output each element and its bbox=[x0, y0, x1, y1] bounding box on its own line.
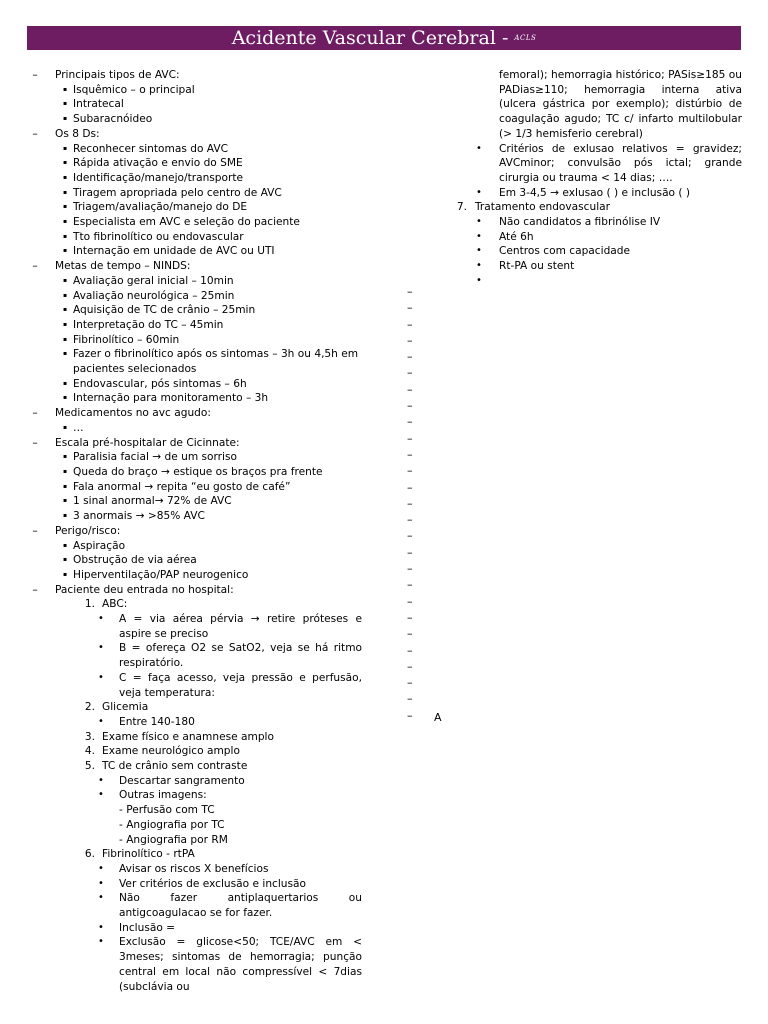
list-item-text: - Angiografia por RM bbox=[119, 833, 228, 846]
empty-dash-item: – bbox=[407, 399, 413, 413]
list-item-text: TC de crânio sem contraste bbox=[102, 760, 248, 773]
list-item-text: Critérios de exlusao relativos = gravidez; AVCminor; convulsão pós ictal; grande cirurgia ou trauma < 14 dias; …. bbox=[499, 142, 742, 184]
list-item bbox=[27, 68, 362, 83]
list-item bbox=[27, 156, 362, 171]
list-item bbox=[407, 230, 742, 245]
list-item-text: Perigo/risco: bbox=[55, 524, 121, 537]
list-item-text: Descartar sangramento bbox=[119, 774, 245, 787]
list-item bbox=[27, 391, 362, 406]
bullet-marker: ▪ bbox=[62, 541, 68, 549]
bullet-marker: – bbox=[32, 69, 38, 81]
list-item-text: Fibrinolítico – 60min bbox=[73, 333, 180, 346]
list-item-text: Aspiração bbox=[73, 539, 126, 552]
list-item-text: Hiperventilação/PAP neurogenico bbox=[73, 568, 249, 581]
bullet-marker: ▪ bbox=[62, 100, 68, 108]
list-item-text: Medicamentos no avc agudo: bbox=[55, 407, 211, 420]
list-item-text: Endovascular, pós sintomas – 6h bbox=[73, 377, 247, 390]
list-item-text: 3 anormais → >85% AVC bbox=[73, 510, 205, 523]
empty-dash-item: – bbox=[407, 578, 413, 592]
empty-dash-item: – bbox=[407, 529, 413, 543]
empty-dash-item: – bbox=[407, 301, 413, 315]
bullet-marker: ▪ bbox=[62, 291, 68, 299]
bullet-marker: ▪ bbox=[62, 85, 68, 93]
bullet-marker: • bbox=[476, 260, 482, 272]
list-item bbox=[27, 818, 362, 833]
list-item bbox=[407, 186, 742, 201]
empty-dash-item: – bbox=[407, 676, 413, 690]
empty-dash-item: – bbox=[407, 366, 413, 380]
list-item-text: Internação em unidade de AVC ou UTI bbox=[73, 245, 275, 258]
list-item bbox=[407, 215, 742, 230]
list-item-text: Centros com capacidade bbox=[499, 245, 631, 258]
list-item bbox=[407, 200, 742, 215]
list-item-text: B = ofereça O2 se SatO2, veja se há ritmo respiratório. bbox=[119, 642, 362, 670]
empty-dash-item: – bbox=[407, 464, 413, 478]
list-item bbox=[27, 833, 362, 848]
list-item-text: Até 6h bbox=[499, 230, 534, 243]
bullet-marker: 3. bbox=[84, 730, 95, 743]
bullet-marker: • bbox=[98, 892, 104, 904]
list-item-text: femoral); hemorragia histórico; PASis≥185 ou PADias≥110; hemorragia interna ativa (ulcera gástrica por exemplo); distúrbio de coagulação agudo; TC c/ infarto multilobular (> 1/3 hemisferio cerebral) bbox=[499, 69, 742, 140]
list-item bbox=[27, 862, 362, 877]
list-item-text: Queda do braço → estique os braços pra frente bbox=[73, 465, 323, 478]
bullet-marker: • bbox=[98, 789, 104, 801]
list-item-text: Tiragem apropriada pelo centro de AVC bbox=[73, 186, 282, 199]
list-item bbox=[27, 318, 362, 333]
list-item-text: Outras imagens: bbox=[119, 789, 207, 802]
list-item bbox=[27, 274, 362, 289]
bullet-marker: • bbox=[98, 936, 104, 948]
list-item-text: Entre 140-180 bbox=[119, 715, 195, 728]
list-item-text: Em 3-4,5 → exlusao ( ) e inclusão ( ) bbox=[499, 186, 691, 199]
list-item-text: Exclusão = glicose<50; TCE/AVC em < 3meses; sintomas de hemorragia; punção central em local não compressível < 7dias (subclávia ou bbox=[119, 936, 362, 993]
empty-dash-item: – bbox=[407, 317, 413, 331]
list-item-text: Avaliação geral inicial – 10min bbox=[73, 274, 234, 287]
list-item-text: Identificação/manejo/transporte bbox=[73, 171, 244, 184]
list-item-text: Tratamento endovascular bbox=[475, 201, 611, 214]
list-item bbox=[27, 803, 362, 818]
bullet-marker: ▪ bbox=[62, 203, 68, 211]
bullet-marker: • bbox=[476, 142, 482, 154]
bullet-marker: ▪ bbox=[62, 232, 68, 240]
list-item bbox=[27, 347, 362, 376]
bullet-marker: • bbox=[98, 715, 104, 727]
bullet-marker: ▪ bbox=[62, 482, 68, 490]
bullet-marker: ▪ bbox=[62, 379, 68, 387]
empty-dash-item: – bbox=[407, 513, 413, 527]
list-item-text: Avisar os riscos X benefícios bbox=[119, 862, 269, 875]
list-item-text: Interpretação do TC – 45min bbox=[73, 318, 224, 331]
list-item-text: C = faça acesso, veja pressão e perfusão, veja temperatura: bbox=[119, 671, 362, 699]
list-item bbox=[27, 436, 362, 451]
empty-dash-item: – bbox=[407, 562, 413, 576]
list-item bbox=[27, 303, 362, 318]
list-item-text: Escala pré-hospitalar de Cicinnate: bbox=[55, 436, 240, 449]
list-item-text: Reconhecer sintomas do AVC bbox=[73, 142, 229, 155]
bullet-marker: ▪ bbox=[62, 320, 68, 328]
list-item-text: Intratecal bbox=[73, 98, 124, 111]
bullet-marker: ▪ bbox=[62, 350, 68, 358]
list-item bbox=[27, 509, 362, 524]
list-item-text: Não fazer antiplaquertarios ou antigcoagulacao se for fazer. bbox=[119, 892, 362, 920]
bullet-marker: – bbox=[32, 524, 38, 537]
list-item-text: Aquisição de TC de crânio – 25min bbox=[73, 304, 256, 317]
list-item-text: Rápida ativação e envio do SME bbox=[73, 157, 243, 170]
bullet-marker: ▪ bbox=[62, 159, 68, 167]
list-item-text: Exame neurológico amplo bbox=[102, 745, 240, 758]
list-item-text: - Perfusão com TC bbox=[119, 804, 215, 817]
list-item bbox=[27, 494, 362, 509]
list-item bbox=[407, 244, 742, 259]
left-column-notes bbox=[27, 68, 362, 994]
empty-dash-item: – bbox=[407, 333, 413, 347]
bullet-marker: – bbox=[32, 407, 38, 420]
bullet-marker: ▪ bbox=[62, 423, 68, 431]
list-item-text: Paciente deu entrada no hospital: bbox=[55, 583, 234, 596]
list-item bbox=[27, 788, 362, 803]
list-item bbox=[27, 83, 362, 98]
list-item bbox=[27, 583, 362, 598]
list-item bbox=[27, 186, 362, 201]
empty-dash-item: – bbox=[407, 627, 413, 641]
list-item bbox=[407, 68, 742, 142]
list-item-text: Principais tipos de AVC: bbox=[55, 69, 180, 81]
list-item bbox=[27, 877, 362, 892]
bullet-marker: ▪ bbox=[62, 453, 68, 461]
list-item bbox=[27, 142, 362, 157]
list-item-text: … bbox=[73, 421, 84, 434]
list-item-text: Inclusão = bbox=[119, 921, 176, 934]
empty-dash-item: – bbox=[407, 659, 413, 673]
bullet-marker: ▪ bbox=[62, 512, 68, 520]
bullet-marker: ▪ bbox=[62, 173, 68, 181]
list-item bbox=[407, 259, 742, 274]
bullet-marker: • bbox=[476, 186, 482, 198]
empty-dash-item: – bbox=[407, 382, 413, 396]
list-item-text: Paralisia facial → de um sorriso bbox=[73, 451, 237, 464]
bullet-marker: • bbox=[98, 862, 104, 874]
bullet-marker: • bbox=[476, 230, 482, 242]
bullet-marker: ▪ bbox=[62, 218, 68, 226]
list-item-text: - Angiografia por TC bbox=[119, 818, 225, 831]
empty-dash-item: – bbox=[407, 708, 413, 722]
empty-dash-item: – bbox=[407, 350, 413, 364]
bullet-marker: • bbox=[476, 245, 482, 257]
list-item bbox=[27, 921, 362, 936]
bullet-marker: • bbox=[476, 274, 482, 286]
bullet-marker: 4. bbox=[84, 745, 95, 758]
bullet-marker: – bbox=[32, 583, 38, 596]
list-item-text: Metas de tempo – NINDS: bbox=[55, 260, 191, 273]
list-item bbox=[27, 700, 362, 715]
list-item bbox=[27, 715, 362, 730]
bullet-marker: ▪ bbox=[62, 570, 68, 578]
list-item bbox=[27, 333, 362, 348]
bullet-marker: ▪ bbox=[62, 144, 68, 152]
list-item bbox=[27, 259, 362, 274]
bullet-marker: • bbox=[98, 671, 104, 683]
list-item-text: Especialista em AVC e seleção do paciente bbox=[73, 216, 300, 229]
list-item-text: Internação para monitoramento – 3h bbox=[73, 392, 269, 405]
list-item bbox=[27, 774, 362, 789]
list-item bbox=[27, 215, 362, 230]
list-item bbox=[27, 891, 362, 920]
bullet-marker: ▪ bbox=[62, 467, 68, 475]
bullet-marker: 5. bbox=[84, 760, 95, 773]
document-title-banner bbox=[27, 26, 741, 50]
bullet-marker: ▪ bbox=[62, 497, 68, 505]
list-item-text: Fazer o fibrinolítico após os sintomas – 3h ou 4,5h em pacientes selecionados bbox=[73, 348, 359, 376]
list-item bbox=[27, 450, 362, 465]
empty-dash-item: – bbox=[407, 692, 413, 706]
empty-dash-item: – bbox=[407, 594, 413, 608]
list-item bbox=[27, 230, 362, 245]
bullet-marker: ▪ bbox=[62, 306, 68, 314]
list-item-text: Glicemia bbox=[102, 701, 149, 714]
list-item bbox=[27, 847, 362, 862]
empty-dash-list bbox=[407, 284, 467, 724]
list-item bbox=[27, 289, 362, 304]
trailing-letter: A bbox=[434, 711, 442, 724]
bullet-marker: – bbox=[32, 127, 38, 140]
bullet-marker: 2. bbox=[84, 701, 95, 714]
list-item-text: ABC: bbox=[102, 598, 128, 611]
list-item bbox=[27, 641, 362, 670]
list-item bbox=[27, 744, 362, 759]
list-item-text: Exame físico e anamnese amplo bbox=[102, 730, 274, 743]
list-item-text: Avaliação neurológica – 25min bbox=[73, 289, 235, 302]
list-item bbox=[27, 935, 362, 994]
bullet-marker: • bbox=[98, 921, 104, 933]
bullet-marker: 1. bbox=[84, 598, 95, 611]
list-item bbox=[27, 171, 362, 186]
right-column-notes bbox=[407, 68, 742, 289]
empty-dash-item: – bbox=[407, 447, 413, 461]
bullet-marker: ▪ bbox=[62, 115, 68, 123]
bullet-marker: ▪ bbox=[62, 394, 68, 402]
empty-dash-item: – bbox=[407, 431, 413, 445]
bullet-marker: ▪ bbox=[62, 276, 68, 284]
list-item bbox=[27, 597, 362, 612]
list-item bbox=[27, 553, 362, 568]
list-item bbox=[27, 568, 362, 583]
list-item-text: Tto fibrinolítico ou endovascular bbox=[73, 230, 244, 243]
list-item bbox=[27, 377, 362, 392]
empty-dash-item: – bbox=[407, 415, 413, 429]
list-item-text: Fibrinolítico - rtPA bbox=[102, 848, 195, 861]
list-item bbox=[27, 539, 362, 554]
document-subtitle: ACLS bbox=[514, 34, 537, 42]
empty-dash-item: – bbox=[407, 496, 413, 510]
list-item-text: Os 8 Ds: bbox=[55, 127, 100, 140]
bullet-marker: ▪ bbox=[62, 188, 68, 196]
bullet-marker: – bbox=[32, 260, 38, 273]
list-item bbox=[27, 200, 362, 215]
document-title: Acidente Vascular Cerebral - bbox=[231, 27, 515, 49]
list-item-text: Isquêmico – o principal bbox=[73, 83, 195, 96]
list-item bbox=[27, 421, 362, 436]
list-item bbox=[27, 112, 362, 127]
list-item bbox=[27, 97, 362, 112]
bullet-marker: • bbox=[98, 774, 104, 786]
list-item-text: Triagem/avaliação/manejo do DE bbox=[73, 201, 248, 214]
empty-dash-item: – bbox=[407, 643, 413, 657]
bullet-marker: – bbox=[32, 436, 38, 449]
bullet-marker: 7. bbox=[456, 201, 467, 214]
list-item bbox=[27, 465, 362, 480]
list-item bbox=[27, 612, 362, 641]
bullet-marker: 6. bbox=[84, 848, 95, 861]
empty-dash-item: – bbox=[407, 610, 413, 624]
list-item bbox=[27, 671, 362, 700]
bullet-marker: ▪ bbox=[62, 247, 68, 255]
bullet-marker: ▪ bbox=[62, 335, 68, 343]
empty-dash-item: – bbox=[407, 545, 413, 559]
list-item bbox=[27, 244, 362, 259]
bullet-marker: • bbox=[98, 642, 104, 654]
empty-dash-item: – bbox=[407, 480, 413, 494]
list-item-text: Ver critérios de exclusão e inclusão bbox=[119, 877, 307, 890]
list-item bbox=[27, 480, 362, 495]
bullet-marker: • bbox=[98, 613, 104, 625]
list-item bbox=[27, 759, 362, 774]
list-item bbox=[27, 406, 362, 421]
bullet-marker: • bbox=[98, 877, 104, 889]
list-item-text: Não candidatos a fibrinólise IV bbox=[499, 216, 661, 229]
list-item bbox=[27, 730, 362, 745]
bullet-marker: • bbox=[476, 216, 482, 228]
list-item-text: A = via aérea pérvia → retire próteses e aspire se preciso bbox=[119, 613, 362, 640]
list-item-text: Fala anormal → repita “eu gosto de café” bbox=[73, 480, 291, 493]
bullet-marker: ▪ bbox=[62, 556, 68, 564]
list-item-text: Obstrução de via aérea bbox=[73, 554, 197, 567]
list-item bbox=[27, 127, 362, 142]
list-item bbox=[27, 524, 362, 539]
list-item-text: 1 sinal anormal→ 72% de AVC bbox=[73, 495, 232, 508]
list-item bbox=[407, 142, 742, 186]
empty-dash-item: – bbox=[407, 285, 413, 298]
list-item-text: Subaracnóideo bbox=[73, 113, 153, 126]
list-item-text: Rt-PA ou stent bbox=[499, 260, 575, 273]
